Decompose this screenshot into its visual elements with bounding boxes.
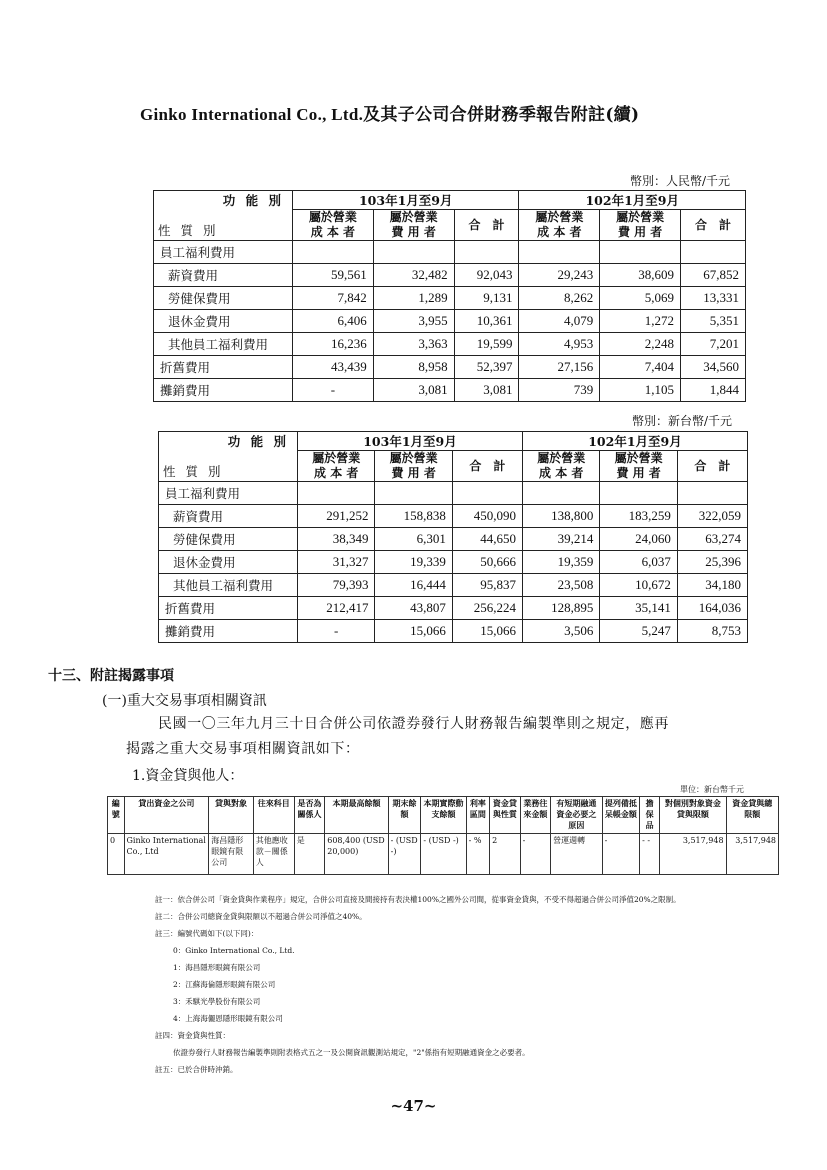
cell-value: 3,081 (454, 379, 519, 402)
loan-header-cell: 往來科目 (253, 797, 294, 834)
cell-value (519, 241, 600, 264)
col-exp-line1: 屬於營業 (614, 451, 663, 465)
function-label: 功 能 別 (227, 434, 289, 449)
loan-header-cell: 擔保品 (640, 797, 660, 834)
col-cost-line2: 成 本 者 (314, 466, 359, 480)
col-total: 合 計 (452, 451, 522, 482)
loan-cell: - (USD -) (421, 834, 466, 875)
function-label: 功 能 別 (222, 193, 284, 208)
loan-cell: Ginko International Co., Ltd (124, 834, 209, 875)
note-line: 依證券發行人財務報告編製準則附表格式五之一及公開資訊觀測站規定，"2"係指有短期融通資金之必要者。 (173, 1048, 530, 1057)
cell-value: 27,156 (519, 356, 600, 379)
cell-value (452, 482, 522, 505)
col-cost-line2: 成 本 者 (310, 225, 356, 239)
note-line: 4：上海海儷恩隱形眼鏡有限公司 (173, 1014, 283, 1023)
row-label: 其他員工福利費用 (159, 574, 298, 597)
cell-value (681, 241, 746, 264)
cell-value (522, 482, 599, 505)
loan-cell: - (520, 834, 551, 875)
currency-label-twd: 幣別：新台幣/千元 (632, 414, 733, 428)
cell-value (373, 241, 454, 264)
col-cost-line1: 屬於營業 (535, 210, 584, 224)
cell-value: 67,852 (681, 264, 746, 287)
cell-value: 79,393 (298, 574, 375, 597)
period-current: 103年1月至9月 (293, 191, 519, 210)
cell-value: 1,289 (373, 287, 454, 310)
loan-cell: - (USD -) (388, 834, 421, 875)
cell-value: 7,842 (293, 287, 374, 310)
col-exp-line1: 屬於營業 (389, 210, 438, 224)
cell-value: 34,180 (677, 574, 747, 597)
row-label: 員工福利費用 (154, 241, 293, 264)
cell-value (600, 241, 681, 264)
col-expense (375, 451, 452, 482)
col-exp-line2: 費 用 者 (617, 225, 663, 239)
note-line: 3：禾騏光學股份有限公司 (173, 997, 261, 1006)
header-row (154, 191, 746, 210)
cell-value: 15,066 (452, 620, 522, 643)
expense-table-twd (158, 431, 748, 643)
cell-value: 16,236 (293, 333, 374, 356)
cell-value: 291,252 (298, 505, 375, 528)
cell-value: 212,417 (298, 597, 375, 620)
cell-value: 256,224 (452, 597, 522, 620)
cell-value: 92,043 (454, 264, 519, 287)
col-cost (522, 451, 599, 482)
row-label: 折舊費用 (154, 356, 293, 379)
cell-value: 34,560 (681, 356, 746, 379)
cell-value: 38,349 (298, 528, 375, 551)
cell-value: 39,214 (522, 528, 599, 551)
cell-value: 7,404 (600, 356, 681, 379)
table-row (154, 287, 746, 310)
currency-label-rmb: 幣別：人民幣/千元 (630, 174, 731, 188)
loan-cell: 其他應收款－關係人 (253, 834, 294, 875)
table-row (154, 356, 746, 379)
period-prior: 102年1月至9月 (519, 191, 746, 210)
note-line: 0：Ginko International Co., Ltd. (173, 946, 295, 955)
corner-cell (154, 191, 293, 241)
loan-cell: 3,517,948 (660, 834, 726, 875)
cell-value: 5,351 (681, 310, 746, 333)
loan-header-row (108, 797, 779, 834)
row-label: 薪資費用 (159, 505, 298, 528)
loan-unit: 單位：新台幣千元 (680, 785, 744, 794)
loan-header-cell: 資金貸與總限額 (726, 797, 778, 834)
cell-value: - (293, 379, 374, 402)
title-company: Ginko International Co., Ltd. (140, 105, 364, 124)
cell-value (298, 482, 375, 505)
cell-value: 164,036 (677, 597, 747, 620)
row-label: 退休金費用 (154, 310, 293, 333)
section-subheading: (一)重大交易事項相關資訊 (102, 693, 267, 709)
cell-value: 44,650 (452, 528, 522, 551)
row-label: 勞健保費用 (154, 287, 293, 310)
cell-value: 6,301 (375, 528, 452, 551)
loan-cell: 海昌隱形眼鏡有限公司 (209, 834, 254, 875)
cell-value: 1,272 (600, 310, 681, 333)
cell-value: 5,247 (600, 620, 677, 643)
cell-value: 4,079 (519, 310, 600, 333)
nature-label: 性 質 別 (163, 464, 224, 479)
cell-value: 1,105 (600, 379, 681, 402)
loan-header-cell: 對個別對象資金貸與限額 (660, 797, 726, 834)
cell-value: 5,069 (600, 287, 681, 310)
cell-value: 8,753 (677, 620, 747, 643)
table-row (159, 528, 748, 551)
row-label: 勞健保費用 (159, 528, 298, 551)
note-line: 註四：資金貸與性質： (155, 1031, 230, 1040)
loan-header-cell: 編號 (108, 797, 125, 834)
col-exp-line2: 費 用 者 (391, 225, 436, 239)
page-title (140, 100, 639, 125)
cell-value: 63,274 (677, 528, 747, 551)
cell-value: 6,406 (293, 310, 374, 333)
loan-cell: - - (640, 834, 660, 875)
cell-value: 29,243 (519, 264, 600, 287)
loan-cell: 0 (108, 834, 125, 875)
table-row (159, 482, 748, 505)
loan-header-cell: 本期最高餘額 (325, 797, 388, 834)
cell-value: 16,444 (375, 574, 452, 597)
cell-value: 450,090 (452, 505, 522, 528)
cell-value: 43,439 (293, 356, 374, 379)
table-row (159, 620, 748, 643)
col-exp-line1: 屬於營業 (616, 210, 665, 224)
loan-header-cell: 有短期融通資金必要之原因 (551, 797, 603, 834)
col-cost (293, 210, 374, 241)
cell-value (375, 482, 452, 505)
table-row (154, 264, 746, 287)
section-paragraph-2: 揭露之重大交易事項相關資訊如下： (126, 741, 360, 757)
notes (155, 895, 755, 1082)
nature-label: 性 質 別 (158, 223, 219, 238)
row-label: 攤銷費用 (154, 379, 293, 402)
loan-header-cell: 貸與對象 (209, 797, 254, 834)
cell-value: 128,895 (522, 597, 599, 620)
col-total: 合 計 (681, 210, 746, 241)
loan-header-cell: 資金貸與性質 (490, 797, 521, 834)
loan-cell: 608,400 (USD 20,000) (325, 834, 388, 875)
cell-value (454, 241, 519, 264)
cell-value: 2,248 (600, 333, 681, 356)
col-cost (519, 210, 600, 241)
row-label: 員工福利費用 (159, 482, 298, 505)
cell-value: 35,141 (600, 597, 677, 620)
row-label: 其他員工福利費用 (154, 333, 293, 356)
col-exp-line1: 屬於營業 (389, 451, 438, 465)
cell-value: 739 (519, 379, 600, 402)
loan-header-cell: 期末餘額 (388, 797, 421, 834)
cell-value: 24,060 (600, 528, 677, 551)
cell-value: 15,066 (375, 620, 452, 643)
expense-table-rmb (153, 190, 746, 402)
cell-value: 43,807 (375, 597, 452, 620)
loan-header-cell: 利率區間 (466, 797, 490, 834)
loan-cell: - (602, 834, 640, 875)
cell-value: 50,666 (452, 551, 522, 574)
cell-value: 10,361 (454, 310, 519, 333)
row-label: 退休金費用 (159, 551, 298, 574)
period-current: 103年1月至9月 (298, 432, 523, 451)
loan-data-row (108, 834, 779, 875)
note-line: 註一：依合併公司「資金貸與作業程序」規定，合併公司直接及間接持有表決權100%之國外公司間，從事資金貸與，不受不得超過合併公司淨值20%之限制。 (155, 895, 681, 904)
cell-value: 3,955 (373, 310, 454, 333)
cell-value: 59,561 (293, 264, 374, 287)
loan-header-cell: 業務往來金額 (520, 797, 551, 834)
cell-value: 7,201 (681, 333, 746, 356)
cell-value: 3,506 (522, 620, 599, 643)
table-row (154, 333, 746, 356)
cell-value: 38,609 (600, 264, 681, 287)
cell-value: 19,359 (522, 551, 599, 574)
cell-value: 1,844 (681, 379, 746, 402)
col-exp-line2: 費 用 者 (391, 466, 436, 480)
loan-cell: 是 (294, 834, 325, 875)
cell-value: 158,838 (375, 505, 452, 528)
cell-value: 3,363 (373, 333, 454, 356)
cell-value: 4,953 (519, 333, 600, 356)
cell-value: 3,081 (373, 379, 454, 402)
loan-cell: 3,517,948 (726, 834, 778, 875)
loan-header-cell: 本期實際動支餘額 (421, 797, 466, 834)
header-row (159, 432, 748, 451)
cell-value: 10,672 (600, 574, 677, 597)
col-cost (298, 451, 375, 482)
col-total: 合 計 (677, 451, 747, 482)
col-total: 合 計 (454, 210, 519, 241)
cell-value: 138,800 (522, 505, 599, 528)
col-exp-line2: 費 用 者 (616, 466, 661, 480)
cell-value (677, 482, 747, 505)
cell-value: 8,262 (519, 287, 600, 310)
section-item: 1.資金貸與他人： (132, 768, 244, 784)
cell-value: - (298, 620, 375, 643)
note-line: 註五：已於合併時沖銷。 (155, 1065, 238, 1074)
section-heading: 十三、附註揭露事項 (48, 668, 174, 684)
cell-value: 31,327 (298, 551, 375, 574)
loan-header-cell: 提列備抵呆帳金額 (602, 797, 640, 834)
section-paragraph-1: 民國一〇三年九月三十日合併公司依證券發行人財務報告編製準則之規定，應再 (158, 716, 669, 732)
cell-value: 6,037 (600, 551, 677, 574)
cell-value: 322,059 (677, 505, 747, 528)
row-label: 薪資費用 (154, 264, 293, 287)
title-suffix: 及其子公司合併財務季報告附註(續) (363, 105, 640, 125)
table-row (154, 379, 746, 402)
page-number: ~47~ (390, 1097, 437, 1115)
table-row (159, 574, 748, 597)
col-cost-line1: 屬於營業 (312, 451, 361, 465)
cell-value: 13,331 (681, 287, 746, 310)
cell-value: 183,259 (600, 505, 677, 528)
cell-value: 9,131 (454, 287, 519, 310)
table-row (159, 597, 748, 620)
col-cost-line2: 成 本 者 (539, 466, 584, 480)
col-cost-line1: 屬於營業 (537, 451, 586, 465)
cell-value (600, 482, 677, 505)
col-cost-line2: 成 本 者 (537, 225, 582, 239)
loan-header-cell: 是否為關係人 (294, 797, 325, 834)
note-line: 2：江蘇海倫隱形眼鏡有限公司 (173, 980, 276, 989)
period-prior: 102年1月至9月 (522, 432, 747, 451)
loan-cell: - % (466, 834, 490, 875)
cell-value: 8,958 (373, 356, 454, 379)
table-row (154, 310, 746, 333)
note-line: 註三：編號代碼如下(以下同)： (155, 929, 259, 938)
table-row (154, 241, 746, 264)
cell-value: 25,396 (677, 551, 747, 574)
cell-value: 23,508 (522, 574, 599, 597)
cell-value: 95,837 (452, 574, 522, 597)
corner-cell (159, 432, 298, 482)
col-expense (600, 451, 677, 482)
row-label: 攤銷費用 (159, 620, 298, 643)
table-row (159, 551, 748, 574)
row-label: 折舊費用 (159, 597, 298, 620)
col-expense (373, 210, 454, 241)
loan-cell: 2 (490, 834, 521, 875)
note-line: 註二：合併公司總資金貸與限額以不超過合併公司淨值之40%。 (155, 912, 367, 921)
cell-value (293, 241, 374, 264)
cell-value: 52,397 (454, 356, 519, 379)
cell-value: 19,339 (375, 551, 452, 574)
cell-value: 32,482 (373, 264, 454, 287)
loan-cell: 營運週轉 (551, 834, 603, 875)
note-line: 1：海昌隱形眼鏡有限公司 (173, 963, 261, 972)
loan-table (107, 796, 779, 875)
col-cost-line1: 屬於營業 (308, 210, 357, 224)
table-row (159, 505, 748, 528)
col-expense (600, 210, 681, 241)
cell-value: 19,599 (454, 333, 519, 356)
loan-header-cell: 貸出資金之公司 (124, 797, 209, 834)
